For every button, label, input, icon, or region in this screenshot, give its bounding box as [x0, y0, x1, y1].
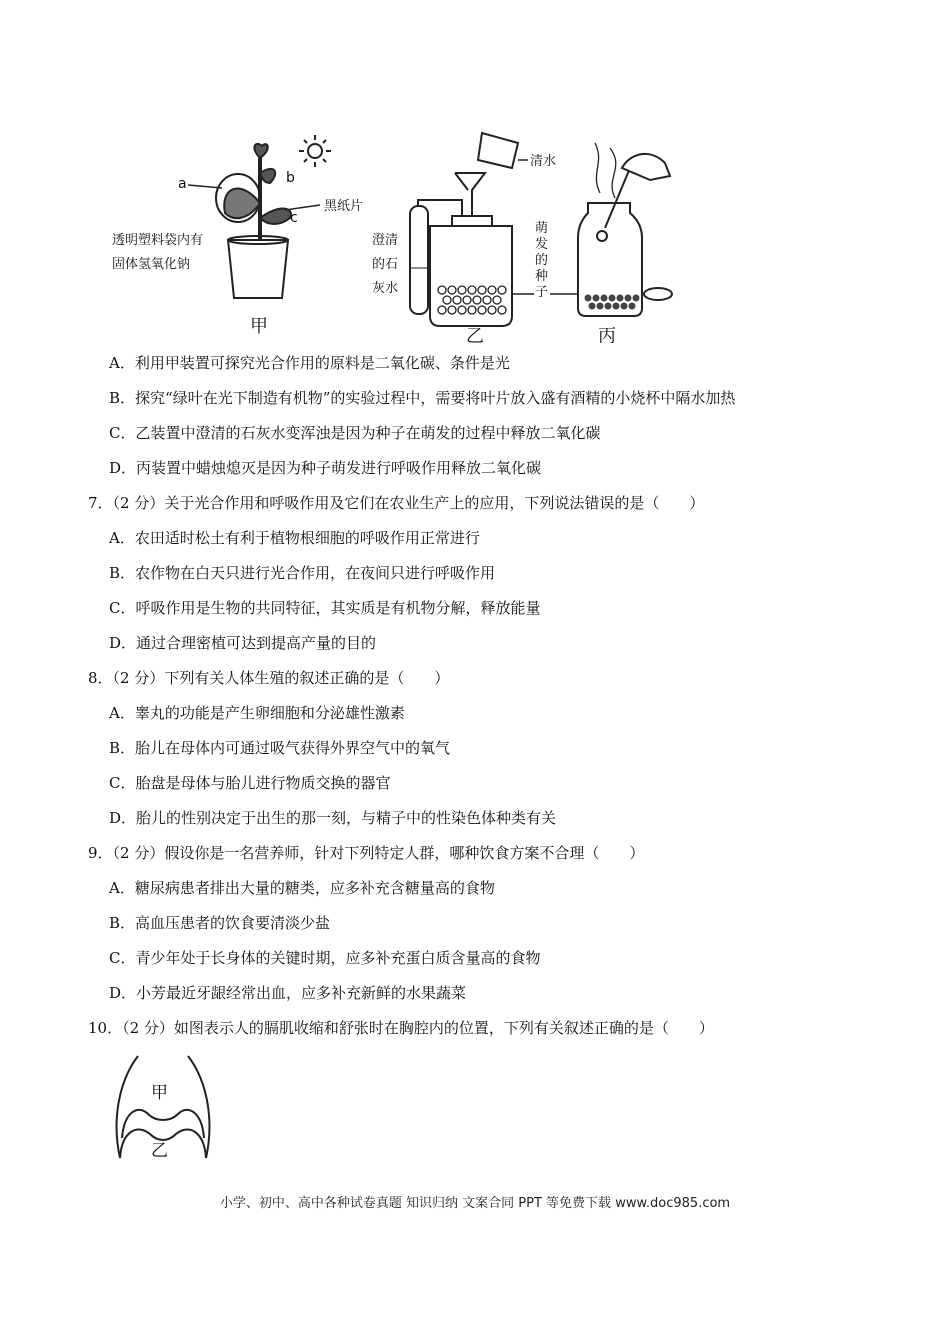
q6-option-b: B．探究“绿叶在光下制造有机物”的实验过程中，需要将叶片放入盛有酒精的小烧杯中隔水加热	[109, 389, 736, 407]
diaphragm-jia	[122, 1110, 204, 1138]
label-a: a	[178, 176, 187, 192]
q7-option-b: B．农作物在白天只进行光合作用，在夜间只进行呼吸作用	[109, 564, 496, 582]
q7-option-c: C．呼吸作用是生物的共同特征，其实质是有机物分解，释放能量	[109, 599, 541, 617]
leaf-top	[254, 144, 267, 158]
q8-option-a: A．睾丸的功能是产生卵细胞和分泌雄性激素	[109, 704, 405, 722]
q7-option-a: A．农田适时松土有利于植物根细胞的呼吸作用正常进行	[109, 529, 480, 547]
diaphragm-figure	[108, 1052, 218, 1164]
sun-rays-icon	[299, 135, 331, 167]
leaf-c	[260, 209, 291, 224]
bottle-lid	[644, 288, 672, 300]
q6-option-a: A．利用甲装置可探究光合作用的原料是二氧化碳、条件是光	[109, 354, 510, 372]
label-diaphragm-jia: 甲	[151, 1083, 168, 1103]
label-black-paper: 黑纸片	[324, 199, 364, 214]
q9-option-c: C．青少年处于长身体的关键时期，应多补充蛋白质含量高的食物	[109, 949, 541, 967]
setup-jia-plant	[188, 135, 331, 298]
q8-option-b: B．胎儿在母体内可通过吸气获得外界空气中的氧气	[109, 739, 451, 757]
label-bag-line1: 透明塑料袋内有	[112, 233, 204, 248]
flower-pot	[228, 240, 288, 298]
hand-icon	[622, 154, 670, 180]
q8-option-d: D．胎儿的性别决定于出生的那一刻，与精子中的性染色体种类有关	[109, 809, 557, 827]
caption-jia: 甲	[250, 316, 268, 337]
q9-option-b: B．高血压患者的饮食要清淡少盐	[109, 914, 331, 932]
label-seeds-5: 子	[535, 285, 549, 300]
smoke	[595, 143, 616, 198]
label-c: c	[290, 210, 298, 226]
caption-bing: 丙	[598, 326, 616, 343]
q6-option-c: C．乙装置中澄清的石灰水变浑浊是因为种子在萌发的过程中释放二氧化碳	[109, 424, 601, 442]
label-seeds-1: 萌	[535, 221, 549, 236]
label-diaphragm-yi: 乙	[151, 1141, 168, 1161]
q9-stem: 9．（2 分）假设你是一名营养师，针对下列特定人群，哪种饮食方案不合理（ ）	[88, 844, 645, 862]
label-limewater-3: 灰水	[372, 281, 399, 296]
label-seeds-4: 种	[535, 269, 549, 284]
leaf-b	[260, 169, 275, 183]
experiment-figure	[110, 118, 690, 343]
q10-stem: 10．（2 分）如图表示人的膈肌收缩和舒张时在胸腔内的位置，下列有关叙述正确的是（ ）	[88, 1019, 714, 1037]
label-limewater-1: 澄清	[372, 233, 399, 248]
q9-option-a: A．糖尿病患者排出大量的糖类，应多补充含糖量高的食物	[109, 879, 495, 897]
q8-stem: 8．（2 分）下列有关人体生殖的叙述正确的是（ ）	[88, 669, 450, 687]
label-seeds-3: 的	[535, 253, 549, 268]
setup-bing-candle	[578, 143, 672, 316]
q7-stem: 7．（2 分）关于光合作用和呼吸作用及它们在农业生产上的应用，下列说法错误的是（ ）	[88, 494, 705, 512]
beaker	[478, 133, 518, 168]
jar-stopper	[452, 216, 492, 226]
q9-option-d: D．小芳最近牙龈经常出血，应多补充新鲜的水果蔬菜	[109, 984, 467, 1002]
page-footer: 小学、初中、高中各种试卷真题 知识归纳 文案合同 PPT 等免费下载 www.doc985.com	[219, 1196, 731, 1211]
label-limewater-2: 的石	[372, 257, 399, 272]
label-b: b	[286, 170, 295, 186]
q6-option-d: D．丙装置中蜡烛熄灭是因为种子萌发进行呼吸作用释放二氧化碳	[109, 459, 542, 477]
label-seeds-2: 发	[535, 237, 549, 252]
q8-option-c: C．胎盘是母体与胎儿进行物质交换的器官	[109, 774, 391, 792]
q7-option-d: D．通过合理密植可达到提高产量的目的	[109, 634, 377, 652]
sun-icon	[308, 144, 322, 158]
label-bag-line2: 固体氢氧化钠	[112, 257, 191, 272]
funnel	[455, 173, 485, 216]
test-tube	[410, 206, 428, 314]
label-water: 清水	[530, 154, 557, 169]
caption-yi: 乙	[466, 326, 484, 343]
